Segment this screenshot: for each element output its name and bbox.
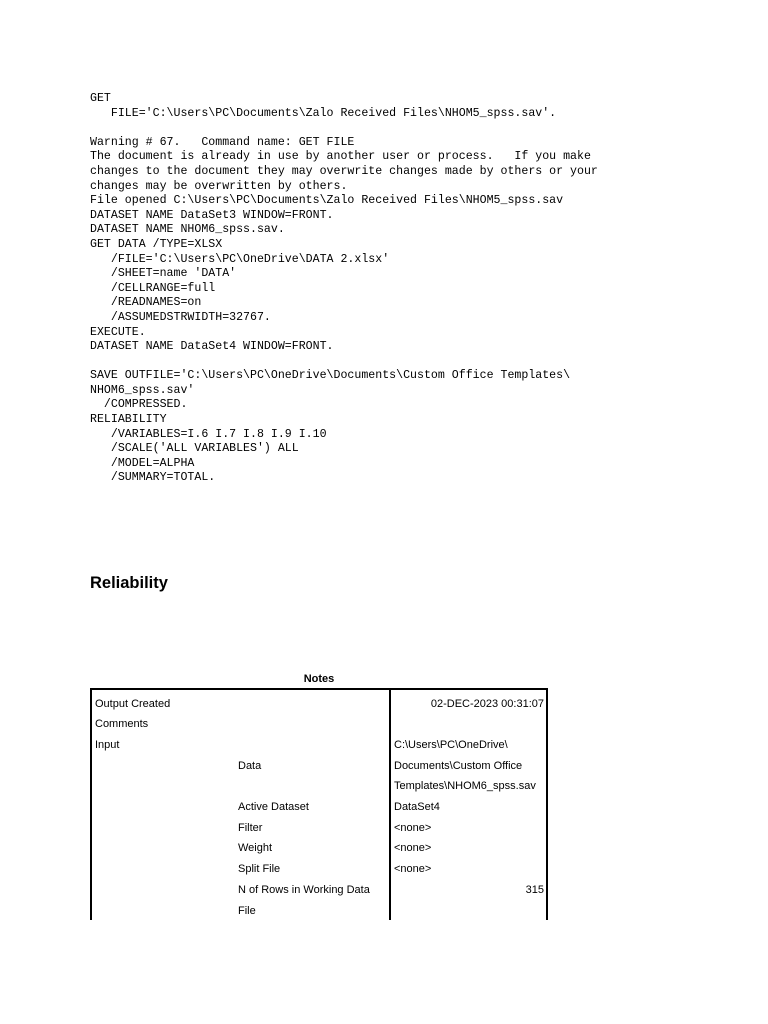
syntax-line: SAVE OUTFILE='C:\Users\PC\OneDrive\Documents\Custom Office Templates\ xyxy=(90,369,571,383)
notes-row xyxy=(92,880,546,901)
notes-row xyxy=(92,694,546,715)
syntax-line: GET xyxy=(90,92,111,105)
notes-row xyxy=(92,714,546,735)
notes-sublabel: Active Dataset xyxy=(238,801,309,813)
section-heading: Reliability xyxy=(90,574,168,592)
notes-sublabel: Data xyxy=(238,759,262,772)
syntax-line: File opened C:\Users\PC\Documents\Zalo Received Files\NHOM5_spss.sav xyxy=(90,194,564,208)
notes-value: <none> xyxy=(394,821,432,834)
syntax-line: /ASSUMEDSTRWIDTH=32767. xyxy=(90,310,271,324)
notes-label: Input xyxy=(95,738,120,751)
notes-sublabel: File xyxy=(238,904,256,917)
syntax-line: /READNAMES=on xyxy=(90,296,202,310)
syntax-line: EXECUTE. xyxy=(90,325,146,339)
syntax-line: FILE='C:\Users\PC\Documents\Zalo Received Files\NHOM5_spss.sav'. xyxy=(90,106,557,120)
syntax-line: RELIABILITY xyxy=(90,413,167,427)
notes-sublabel: N of Rows in Working Data xyxy=(238,883,370,896)
notes-row xyxy=(92,818,546,839)
notes-row xyxy=(92,797,546,818)
syntax-log xyxy=(90,92,598,486)
notes-table xyxy=(90,688,548,920)
syntax-line: /CELLRANGE=full xyxy=(90,281,216,295)
notes-value: <none> xyxy=(394,863,432,876)
syntax-line xyxy=(90,355,598,370)
syntax-line: /VARIABLES=I.6 I.7 I.8 I.9 I.10 xyxy=(90,427,327,441)
notes-row xyxy=(92,756,546,777)
syntax-line: /FILE='C:\Users\PC\OneDrive\DATA 2.xlsx' xyxy=(90,252,390,266)
notes-value: <none> xyxy=(394,842,432,855)
notes-row xyxy=(92,838,546,859)
notes-value: Templates\NHOM6_spss.sav xyxy=(394,780,536,793)
notes-row xyxy=(92,776,546,797)
notes-sublabel: Split File xyxy=(238,863,281,876)
notes-value: DataSet4 xyxy=(394,801,440,813)
syntax-line: DATASET NAME DataSet3 WINDOW=FRONT. xyxy=(90,208,334,222)
syntax-line: DATASET NAME NHOM6_spss.sav. xyxy=(90,223,285,237)
notes-label: Comments xyxy=(95,718,149,731)
notes-value: 02-DEC-2023 00:31:07 xyxy=(430,697,544,710)
syntax-line: DATASET NAME DataSet4 WINDOW=FRONT. xyxy=(90,340,334,354)
syntax-line: NHOM6_spss.sav' xyxy=(90,383,195,397)
syntax-line: /SUMMARY=TOTAL. xyxy=(90,471,216,485)
notes-row xyxy=(92,859,546,880)
syntax-line: /MODEL=ALPHA xyxy=(90,456,195,470)
syntax-line: GET DATA /TYPE=XLSX xyxy=(90,237,223,251)
syntax-line xyxy=(90,121,598,136)
notes-row xyxy=(92,735,546,756)
notes-label: Output Created xyxy=(95,697,171,710)
notes-sublabel: Filter xyxy=(238,821,263,834)
syntax-line: /SCALE('ALL VARIABLES') ALL xyxy=(90,442,299,456)
notes-sublabel: Weight xyxy=(238,842,273,855)
syntax-line: The document is already in use by another user or process. If you make xyxy=(90,150,591,164)
syntax-line: changes to the document they may overwrite changes made by others or your xyxy=(90,164,598,178)
notes-value: 315 xyxy=(525,883,544,896)
syntax-line: /SHEET=name 'DATA' xyxy=(90,267,237,281)
syntax-line: Warning # 67. Command name: GET FILE xyxy=(90,135,355,149)
notes-value: Documents\Custom Office xyxy=(394,759,523,772)
syntax-line: /COMPRESSED. xyxy=(90,398,188,412)
notes-row xyxy=(92,901,546,922)
notes-table-title: Notes xyxy=(303,673,335,685)
notes-value: C:\Users\PC\OneDrive\ xyxy=(394,738,508,751)
syntax-line: changes may be overwritten by others. xyxy=(90,179,348,193)
